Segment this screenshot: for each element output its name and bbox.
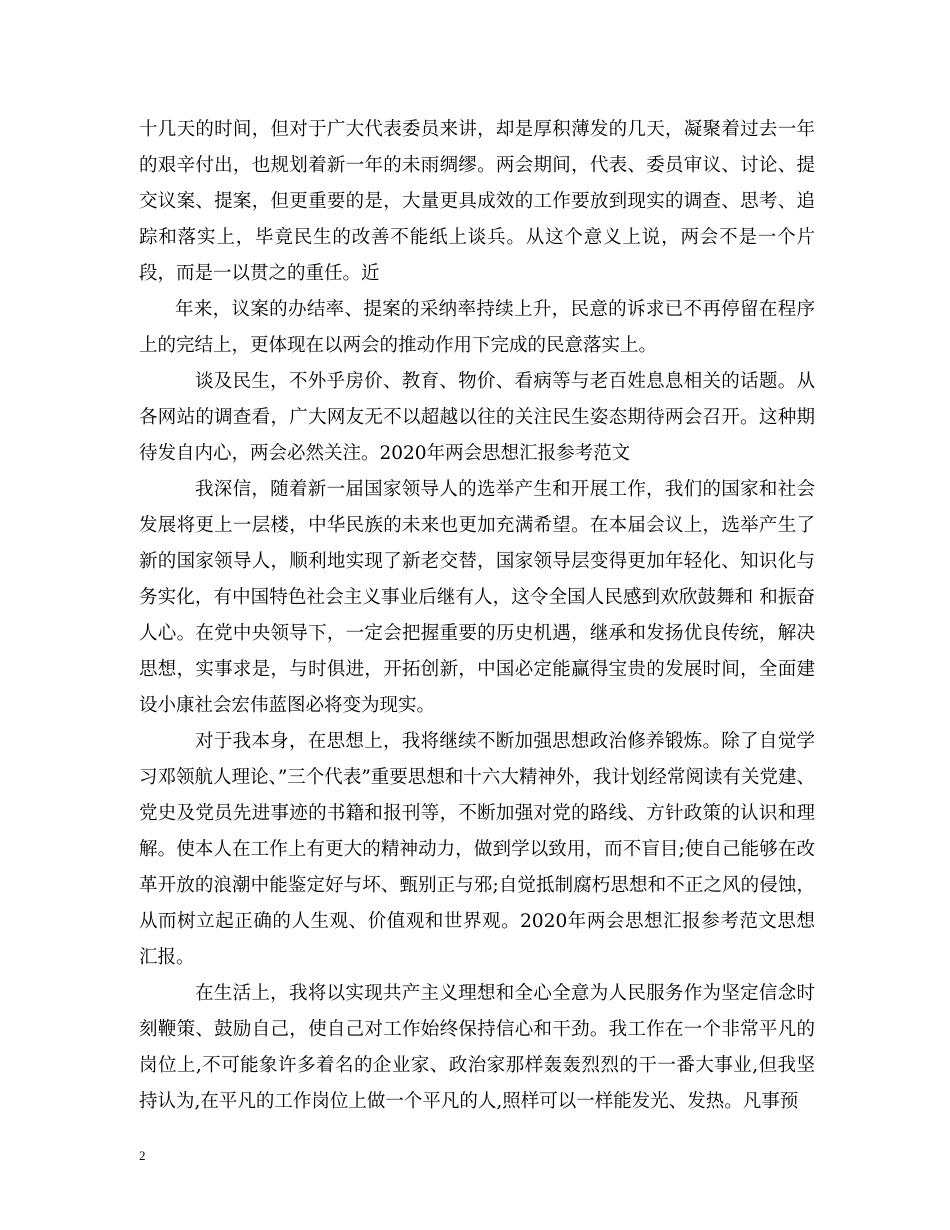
paragraph-1: 十几天的时间，但对于广大代表委员来讲，却是厚积薄发的几天，凝聚着过去一年的艰辛付出，也规划着新一年的未雨绸缪。两会期间，代表、委员审议、讨论、提交议案、提案，但更重要的是，大量更具成效的工作要放到现实的调查、思考、追踪和落实上，毕竟民生的改善不能纸上谈兵。从这个意义上说，两会不是一个片段，而是一以贯之的重任。近 bbox=[139, 119, 815, 284]
paragraph-4: 我深信，随着新一届国家领导人的选举产生和开展工作，我们的国家和社会发展将更上一层楼，中华民族的未来也更加充满希望。在本届会议上，选举产生了新的国家领导人，顺利地实现了新老交替，国家领导层变得更加年轻化、知识化与务实化，有中国特色社会主义事业后继有人，这令全国人民感到欢欣鼓舞和 和振奋人心。在党中央领导下，一定会把握重要的历史机遇，继承和发扬优良传统，解决思想，实事求是，与时俱进，开拓创新，中国必定能赢得宝贵的发展时间，全面建设小康社会宏伟蓝图必将变为现实。 bbox=[139, 479, 815, 716]
page-number: 2 bbox=[139, 1148, 146, 1163]
document-body bbox=[139, 112, 815, 1120]
paragraph-5: 对于我本身，在思想上，我将继续不断加强思想政治修养锻炼。除了自觉学习邓领航人理论、”三个代表”重要思想和十六大精神外，我计划经常阅读有关党建、党史及党员先进事迹的书籍和报刊等，不断加强对党的路线、方针政策的认识和理解。使本人在工作上有更大的精神动力，做到学以致用，而不盲目;使自己能够在改革开放的浪潮中能鉴定好与坏、甄别正与邪;自觉抵制腐朽思想和不正之风的侵蚀，从而树立起正确的人生观、价值观和世界观。2020年两会思想汇报参考范文思想汇报。 bbox=[139, 731, 815, 968]
paragraph-2: 年来，议案的办结率、提案的采纳率持续上升，民意的诉求已不再停留在程序上的完结上，更体现在以两会的推动作用下完成的民意落实上。 bbox=[139, 299, 815, 356]
paragraph-3: 谈及民生，不外乎房价、教育、物价、看病等与老百姓息息相关的话题。从各网站的调查看，广大网友无不以超越以往的关注民生姿态期待两会召开。这种期待发自内心，两会必然关注。2020年两会思想汇报参考范文 bbox=[139, 371, 815, 464]
paragraph-6: 在生活上，我将以实现共产主义理想和全心全意为人民服务作为坚定信念时刻鞭策、鼓励自己，使自己对工作始终保持信心和干劲。我工作在一个非常平凡的岗位上,不可能象许多着名的企业家、政治家那样轰轰烈烈的干一番大事业,但我坚持认为,在平凡的工作岗位上做一个平凡的人,照样可以一样能发光、发热。凡事预 bbox=[139, 983, 815, 1112]
